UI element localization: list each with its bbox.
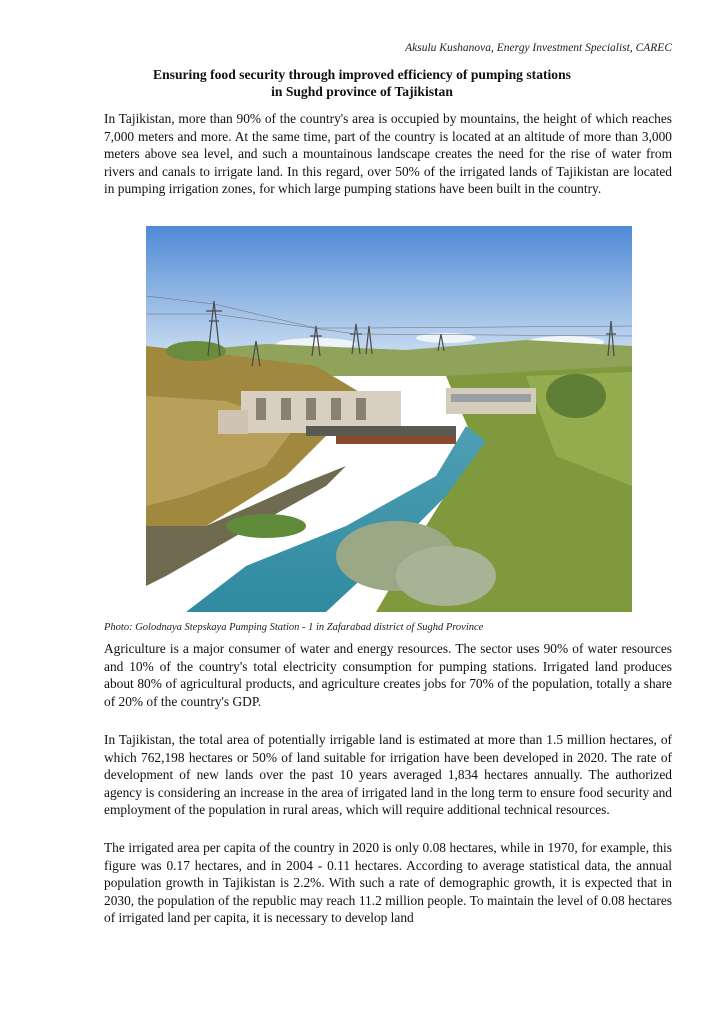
pumping-station-photo <box>146 226 632 612</box>
title-line-1: Ensuring food security through improved efficiency of pumping stations <box>153 67 571 82</box>
photo-caption: Photo: Golodnaya Stepskaya Pumping Station - 1 in Zafarabad district of Sughd Province <box>104 622 484 633</box>
author-line: Aksulu Kushanova, Energy Investment Specialist, CAREC <box>405 42 672 54</box>
paragraph-agriculture: Agriculture is a major consumer of water and energy resources. The sector uses 90% of water resources and 10% of the country's total electricity consumption for pumping stations. Irrigated land produces about 80% of agricultural products, and agriculture creates jobs for 70% of the population, totally a share of 20% of the country's GDP. <box>104 641 672 709</box>
title-line-2: in Sughd province of Tajikistan <box>271 84 453 99</box>
document-title <box>100 66 624 100</box>
paragraph-irrigable-land: In Tajikistan, the total area of potentially irrigable land is estimated at more than 1.5 million hectares, of which 762,198 hectares or 50% of land suitable for irrigation have been developed in 2020. The rate of development of new lands over the past 10 years averaged 1,834 hectares annually. The authorized agency is considering an increase in the area of irrigated land in the long term to ensure food security and employment of the population in rural areas, which will require additional technical resources. <box>104 732 672 818</box>
paragraph-intro: In Tajikistan, more than 90% of the country's area is occupied by mountains, the height of which reaches 7,000 meters and more. At the same time, part of the country is located at an altitude of more than 3,000 meters above sea level, and such a mountainous landscape creates the need for the rise of water from rivers and canals to irrigate land. In this regard, over 50% of the irrigated lands of Tajikistan are located in pumping irrigation zones, for which large pumping stations have been built in the country. <box>104 111 672 197</box>
paragraph-per-capita: The irrigated area per capita of the country in 2020 is only 0.08 hectares, while in 1970, for example, this figure was 0.17 hectares, and in 2004 - 0.11 hectares. According to average statistical data, the annual population growth in Tajikistan is 2.2%. With such a rate of demographic growth, it is expected that in 2030, the population of the republic may reach 11.2 million people. To maintain the level of 0.08 hectares of irrigated land per capita, it is necessary to develop land <box>104 840 672 926</box>
